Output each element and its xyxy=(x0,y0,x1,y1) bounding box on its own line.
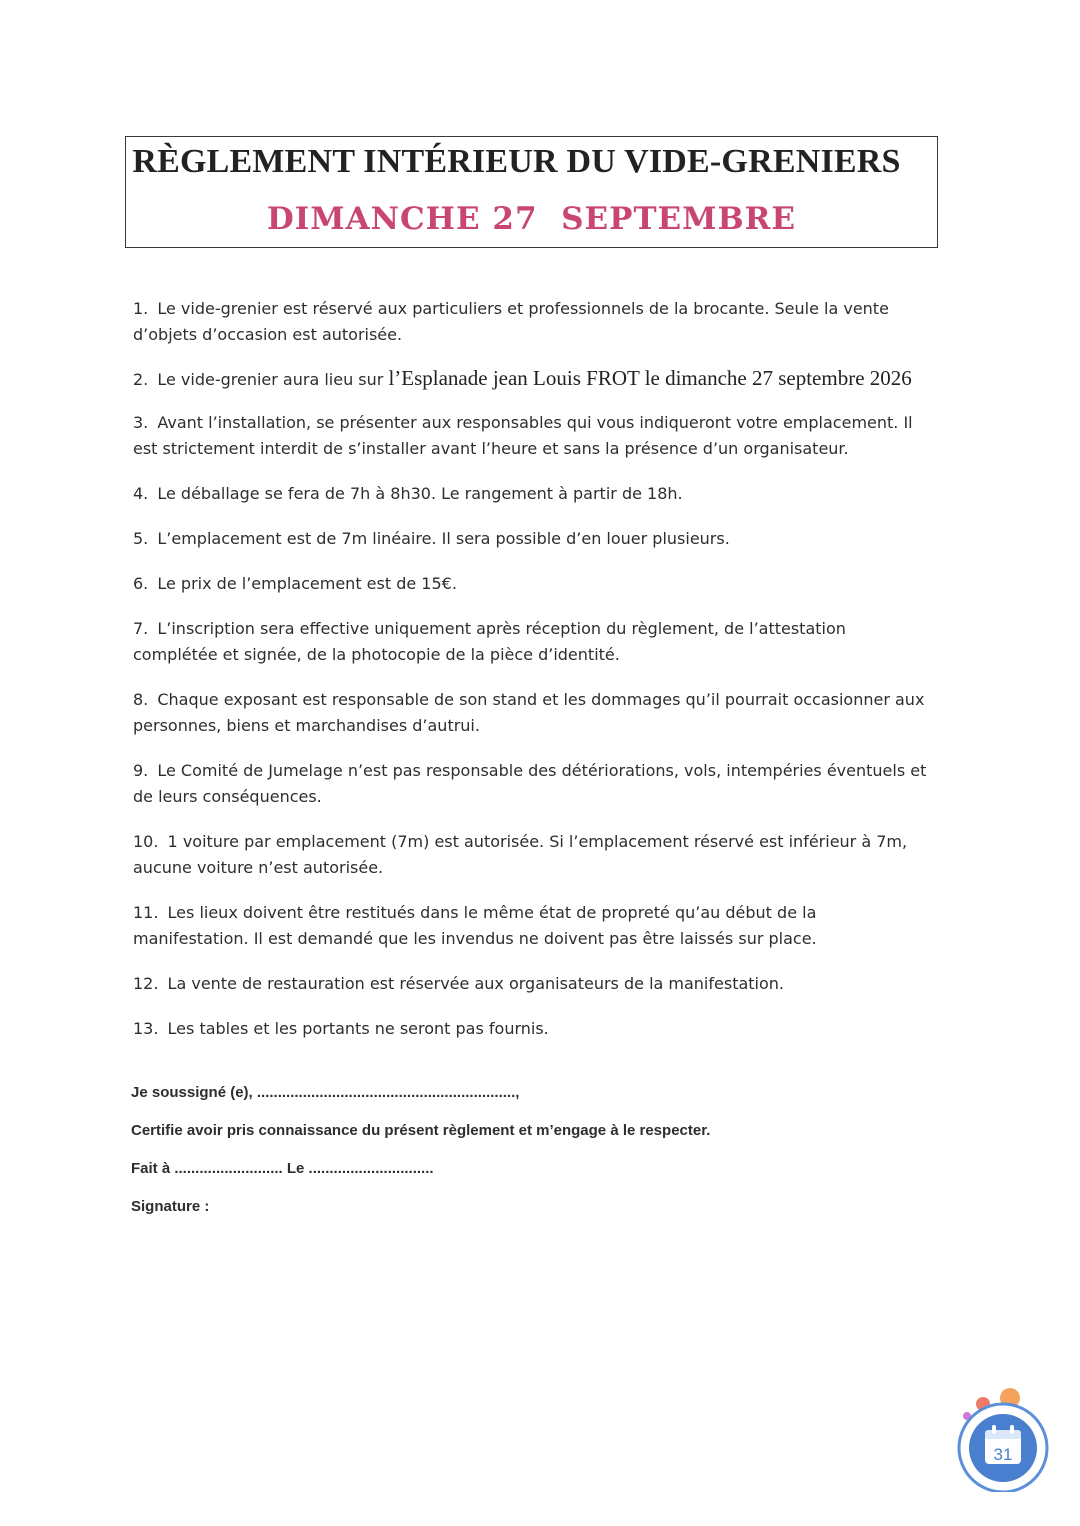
rule-text: L’emplacement est de 7m linéaire. Il sera possible d’en louer plusieurs. xyxy=(157,529,730,548)
rule-item xyxy=(133,296,933,348)
rule-item xyxy=(133,410,933,462)
certify-line: Certifie avoir pris connaissance du présent règlement et m’engage à le respecter. xyxy=(131,1122,711,1139)
rule-item xyxy=(133,571,933,597)
rule-item xyxy=(133,758,933,810)
rule-number: 8. xyxy=(133,690,149,709)
rule-number: 10. xyxy=(133,832,159,851)
rule-number: 3. xyxy=(133,413,149,432)
rule-item xyxy=(133,829,933,881)
place-date-line[interactable]: Fait à .......................... Le .............................. xyxy=(131,1160,434,1177)
rule-number: 4. xyxy=(133,484,149,503)
rule-item xyxy=(133,1016,933,1042)
rule-text: Avant l’installation, se présenter aux responsables qui vous indiqueront votre emplacement. Il est strictement interdit de s’installer avant l’heure et sans la présence d’un organisateur. xyxy=(133,413,913,458)
event-date: DIMANCHE 27 SEPTEMBRE xyxy=(266,201,797,237)
rule-number: 6. xyxy=(133,574,149,593)
rule-number: 1. xyxy=(133,299,149,318)
calendar-icon xyxy=(985,1425,1021,1464)
rule-text: Les tables et les portants ne seront pas fournis. xyxy=(167,1019,549,1038)
rule-text: Le déballage se fera de 7h à 8h30. Le rangement à partir de 18h. xyxy=(157,484,683,503)
rule-text: L’inscription sera effective uniquement après réception du règlement, de l’attestation complétée et signée, de la photocopie de la pièce d’identité. xyxy=(133,619,846,664)
document-title: RÈGLEMENT INTÉRIEUR DU VIDE-GRENIERS xyxy=(132,143,901,180)
rule-item xyxy=(133,971,933,997)
rules-list xyxy=(133,296,933,1061)
rule-item xyxy=(133,900,933,952)
title-box xyxy=(125,136,938,248)
rule-number: 9. xyxy=(133,761,149,780)
calendar-badge[interactable] xyxy=(948,1382,1058,1492)
rule-text: La vente de restauration est réservée aux organisateurs de la manifestation. xyxy=(167,974,784,993)
rule-number: 13. xyxy=(133,1019,159,1038)
rule-number: 2. xyxy=(133,370,149,389)
rule-text: Les lieux doivent être restitués dans le même état de propreté qu’au début de la manifestation. Il est demandé que les invendus ne doivent pas être laissés sur place. xyxy=(133,903,817,948)
signature-line[interactable]: Signature : xyxy=(131,1198,210,1215)
rule-item xyxy=(133,526,933,552)
rule-text: Le prix de l’emplacement est de 15€. xyxy=(157,574,457,593)
rule-number: 11. xyxy=(133,903,159,922)
rule-number: 12. xyxy=(133,974,159,993)
rule-number: 7. xyxy=(133,619,149,638)
rule-text: Le Comité de Jumelage n’est pas responsable des détériorations, vols, intempéries éventuels et de leurs conséquences. xyxy=(133,761,927,806)
rule-item xyxy=(133,616,933,668)
undersigned-line[interactable]: Je soussigné (e), .............................................................., xyxy=(131,1084,520,1101)
rule-number: 5. xyxy=(133,529,149,548)
rule-item xyxy=(133,365,933,393)
rule-item xyxy=(133,687,933,739)
calendar-day: 31 xyxy=(993,1445,1013,1464)
rule-text: Chaque exposant est responsable de son stand et les dommages qu’il pourrait occasionner aux personnes, biens et marchandises d’autrui. xyxy=(133,690,925,735)
rule-item xyxy=(133,481,933,507)
rule-location: l’Esplanade jean Louis FROT le dimanche 27 septembre 2026 xyxy=(388,366,912,390)
rule-text: 1 voiture par emplacement (7m) est autorisée. Si l’emplacement réservé est inférieur à 7m, aucune voiture n’est autorisée. xyxy=(133,832,908,877)
rule-text: Le vide-grenier est réservé aux particuliers et professionnels de la brocante. Seule la vente d’objets d’occasion est autorisée. xyxy=(133,299,889,344)
rule-text: Le vide-grenier aura lieu sur xyxy=(157,370,384,389)
acknowledgement-form xyxy=(131,1080,931,1232)
